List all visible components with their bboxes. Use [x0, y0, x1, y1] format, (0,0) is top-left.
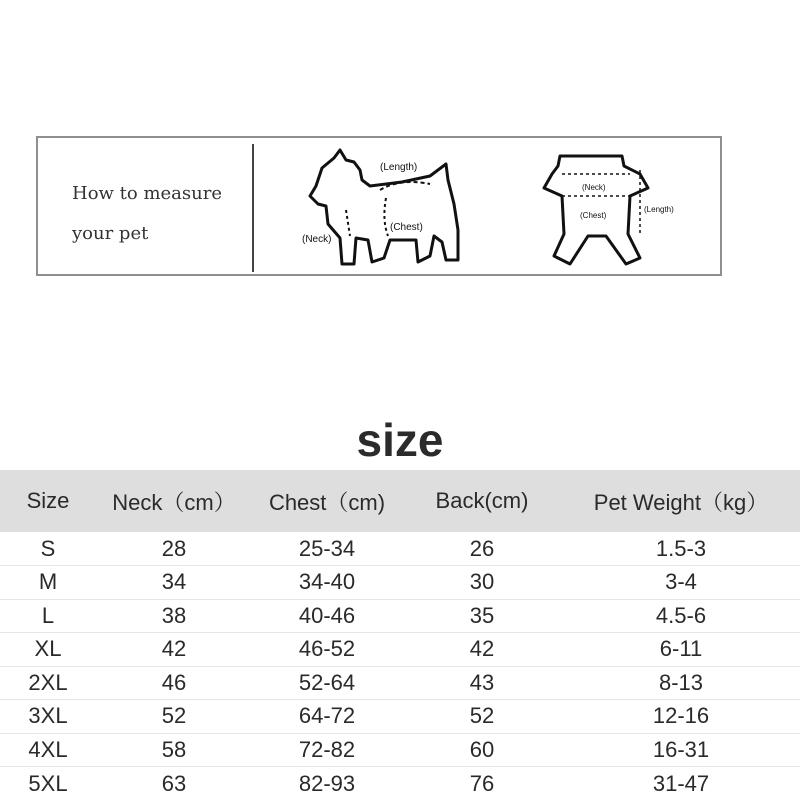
- header-size: Size: [26, 488, 70, 513]
- divider: [252, 144, 254, 272]
- cell-back: 35: [402, 599, 562, 633]
- measure-line-2: your pet: [72, 223, 149, 244]
- dog-length-label: (Length): [380, 162, 418, 173]
- header-chest: Chest（cm): [268, 489, 386, 515]
- garment-measure-illustration: [530, 146, 700, 270]
- table-row: [0, 767, 800, 800]
- table-row: [0, 633, 800, 667]
- size-chart-title: size: [356, 414, 444, 466]
- garment-length-label: (Length): [644, 205, 674, 214]
- garment-chest-label: (Chest): [580, 211, 607, 220]
- cell-weight: 6-11: [562, 633, 800, 667]
- table-row: [0, 599, 800, 633]
- cell-chest: 34-40: [252, 566, 402, 600]
- cell-weight: 1.5-3: [655, 535, 707, 561]
- table-row: [0, 733, 800, 767]
- cell-size: M: [0, 566, 96, 600]
- header-weight: Pet Weight（kg）: [593, 489, 769, 515]
- table-row: [0, 532, 800, 566]
- cell-neck: 34: [96, 566, 252, 600]
- cell-weight: 12-16: [562, 700, 800, 734]
- cell-neck: 63: [96, 767, 252, 800]
- cell-back: 42: [402, 633, 562, 667]
- cell-neck: 28: [161, 535, 187, 561]
- garment-neck-label: (Neck): [582, 183, 606, 192]
- cell-neck: 46: [96, 666, 252, 700]
- table-header-row: [0, 470, 800, 532]
- cell-chest: 72-82: [252, 733, 402, 767]
- measure-instructions: [72, 174, 222, 254]
- cell-chest: 25-34: [298, 535, 356, 561]
- dog-measure-illustration: [300, 146, 480, 270]
- dog-neck-label: (Neck): [302, 234, 332, 245]
- garment-outline: [544, 156, 648, 264]
- cell-weight: 16-31: [562, 733, 800, 767]
- cell-size: 3XL: [0, 700, 96, 734]
- measure-guide-box: [36, 136, 722, 276]
- cell-chest: 46-52: [252, 633, 402, 667]
- cell-chest: 40-46: [252, 599, 402, 633]
- cell-chest: 52-64: [252, 666, 402, 700]
- cell-size: L: [0, 599, 96, 633]
- cell-size: 2XL: [0, 666, 96, 700]
- cell-back: 43: [402, 666, 562, 700]
- header-back: Back(cm): [435, 488, 529, 513]
- cell-neck: 42: [96, 633, 252, 667]
- cell-weight: 3-4: [562, 566, 800, 600]
- cell-chest: 64-72: [252, 700, 402, 734]
- cell-back: 26: [469, 535, 495, 561]
- measure-line-1: How to measure: [72, 183, 222, 204]
- cell-neck: 58: [96, 733, 252, 767]
- cell-neck: 52: [96, 700, 252, 734]
- cell-back: 60: [402, 733, 562, 767]
- cell-size: XL: [0, 633, 96, 667]
- header-neck: Neck（cm）: [112, 489, 236, 515]
- table-row: [0, 566, 800, 600]
- cell-neck: 38: [96, 599, 252, 633]
- table-row: [0, 666, 800, 700]
- cell-weight: 8-13: [562, 666, 800, 700]
- cell-size: 5XL: [0, 767, 96, 800]
- cell-back: 52: [402, 700, 562, 734]
- cell-back: 76: [402, 767, 562, 800]
- cell-weight: 31-47: [562, 767, 800, 800]
- cell-size: S: [40, 535, 56, 561]
- cell-back: 30: [402, 566, 562, 600]
- cell-chest: 82-93: [252, 767, 402, 800]
- cell-size: 4XL: [0, 733, 96, 767]
- cell-weight: 4.5-6: [562, 599, 800, 633]
- table-row: [0, 700, 800, 734]
- dog-chest-label: (Chest): [390, 222, 423, 233]
- size-chart-table: [0, 470, 800, 800]
